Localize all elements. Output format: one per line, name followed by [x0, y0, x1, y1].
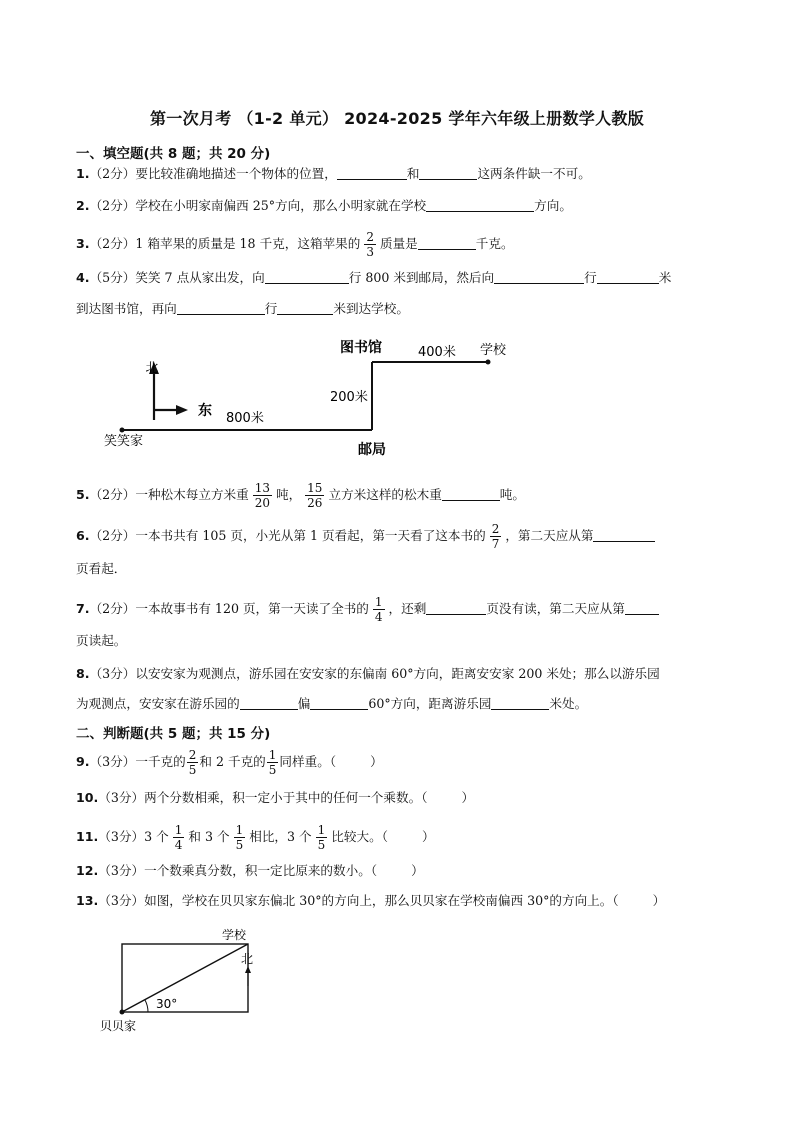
question-text: 吨。 [499, 487, 525, 502]
question-text: 同样重。（ [279, 754, 337, 769]
question-text: ） [411, 863, 424, 878]
question-number: 9. [76, 754, 90, 769]
north-arrowhead [245, 966, 251, 973]
question-text: 3 个 [144, 829, 169, 844]
home-point [120, 1010, 125, 1015]
direction-figure [98, 924, 278, 1040]
question-text: 一本故事书有 120 页，第一天读了全书的 [135, 601, 369, 616]
question-text: 质量是 [379, 236, 418, 251]
question-number: 2. [76, 198, 90, 213]
question-number: 1. [76, 166, 90, 181]
question-points: （3分） [98, 790, 145, 805]
question-number: 8. [76, 666, 90, 681]
answer-blank[interactable] [418, 235, 476, 250]
question-text: 页看起． [76, 561, 127, 576]
question-7-line-2 [76, 631, 126, 651]
question-text: 相比，3 个 [249, 829, 312, 844]
question-10 [76, 788, 474, 808]
question-text: 这两条件缺一不可。 [477, 166, 591, 181]
question-text: 为观测点，安安家在游乐园的 [76, 696, 240, 711]
answer-blank[interactable] [337, 165, 407, 180]
question-9 [76, 748, 383, 777]
question-points: （2分） [89, 198, 136, 213]
answer-blank[interactable] [277, 300, 333, 315]
north-label: 北 [241, 952, 254, 966]
question-text: 一本书共有 105 页，小光从第 1 页看起，第一天看了这本书的 [135, 528, 486, 543]
question-points: （3分） [89, 754, 136, 769]
fraction: $\frac{1}{4}$ [374, 595, 383, 624]
question-text: 笑笑 7 点从家出发，向 [135, 270, 265, 285]
fraction: $\frac{1}{5}$ [268, 748, 277, 777]
question-text: 方向。 [534, 198, 572, 213]
question-text: 和 3 个 [188, 829, 230, 844]
fraction: $\frac{2}{7}$ [491, 522, 500, 551]
question-points: （2分） [89, 236, 136, 251]
question-text: 如图，学校在贝贝家东偏北 30°的方向上，那么贝贝家在学校南偏西 30°的方向上。（ [144, 893, 619, 908]
question-number: 10. [76, 790, 99, 805]
answer-blank[interactable] [426, 600, 486, 615]
question-points: （5分） [89, 270, 136, 285]
school-label: 学校 [222, 928, 247, 942]
fraction: $\frac{1}{5}$ [235, 823, 244, 852]
fraction: $\frac{1}{4}$ [174, 823, 183, 852]
question-points: （3分） [98, 863, 145, 878]
question-points: （3分） [89, 666, 136, 681]
fraction: $\frac{15}{26}$ [307, 481, 323, 510]
question-text: 比较大。（ [331, 829, 388, 844]
question-text: 米 [658, 270, 672, 285]
question-text: 和 [406, 166, 420, 181]
question-text: 一千克的 [135, 754, 186, 769]
question-text: 页没有读，第二天应从第 [486, 601, 625, 616]
school-point [486, 360, 491, 365]
question-number: 5. [76, 487, 90, 502]
question-text: 米到达学校。 [333, 301, 409, 316]
question-text: 到达图书馆，再向 [76, 301, 177, 316]
question-text: 偏 [297, 696, 311, 711]
east-arrowhead [176, 405, 188, 415]
question-text: 米处。 [549, 696, 588, 711]
question-points: （3分） [98, 829, 145, 844]
distance-label-3: 400米 [418, 345, 456, 360]
answer-blank[interactable] [494, 269, 584, 284]
question-text: 页读起。 [76, 633, 127, 648]
answer-blank[interactable] [310, 695, 368, 710]
question-number: 13. [76, 893, 99, 908]
library-label: 图书馆 [340, 340, 382, 356]
question-8-line-2 [76, 694, 587, 714]
home-label: 贝贝家 [100, 1019, 137, 1033]
fraction: $\frac{2}{3}$ [366, 230, 374, 259]
page-title: 第一次月考 （1-2 单元） 2024-2025 学年六年级上册数学人教版 [150, 109, 644, 128]
route-map-figure [96, 332, 526, 462]
question-2 [76, 196, 572, 216]
answer-blank[interactable] [625, 600, 659, 615]
question-number: 3. [76, 236, 90, 251]
answer-blank[interactable] [240, 695, 298, 710]
question-text: ） [652, 893, 666, 908]
question-number: 11. [76, 829, 99, 844]
question-text: 行 [264, 301, 278, 316]
question-6 [76, 522, 655, 551]
question-text: 一种松木每立方米重 [135, 487, 249, 502]
section-true-false: 二、判断题(共 5 题；共 15 分) [76, 726, 271, 742]
question-text: ） [461, 790, 475, 805]
answer-blank[interactable] [442, 486, 500, 501]
question-4 [76, 268, 671, 288]
question-number: 12. [76, 863, 99, 878]
question-4-line-2 [76, 299, 409, 319]
question-text: 60°方向，距离游乐园 [368, 696, 492, 711]
question-text: ） [370, 754, 383, 769]
question-text: 要比较准确地描述一个物体的位置， [135, 166, 337, 181]
question-points: （2分） [89, 487, 136, 502]
answer-blank[interactable] [265, 269, 349, 284]
question-points: （2分） [89, 528, 136, 543]
question-8 [76, 664, 660, 684]
question-text: 千克。 [475, 236, 514, 251]
post-office-label: 邮局 [358, 442, 386, 458]
question-1 [76, 164, 591, 184]
fraction: $\frac{1}{5}$ [317, 823, 326, 852]
question-text: 学校在小明家南偏西 25°方向，那么小明家就在学校 [135, 198, 427, 213]
question-text: 吨， [275, 487, 302, 502]
question-points: （2分） [89, 166, 136, 181]
question-number: 6. [76, 528, 90, 543]
fraction: $\frac{13}{20}$ [254, 481, 270, 510]
question-text: 一个数乘真分数，积一定比原来的数小。（ [144, 863, 378, 878]
answer-blank[interactable] [597, 269, 659, 284]
question-number: 4. [76, 270, 90, 285]
question-7 [76, 595, 659, 624]
question-3 [76, 230, 514, 259]
north-label: 北 [145, 361, 159, 376]
east-label: 东 [198, 403, 212, 419]
angle-label: 30° [156, 997, 178, 1011]
diagonal-line [122, 944, 248, 1012]
answer-blank[interactable] [491, 695, 549, 710]
question-text: 行 [584, 270, 597, 285]
school-label: 学校 [480, 343, 507, 358]
question-text: ） [421, 829, 435, 844]
question-text: 两个分数相乘，积一定小于其中的任何一个乘数。（ [144, 790, 428, 805]
question-text: 以安安家为观测点，游乐园在安安家的东偏南 60°方向，距离安安家 200 米处；那么以游乐园 [135, 666, 660, 681]
answer-blank[interactable] [177, 300, 265, 315]
question-points: （3分） [98, 893, 145, 908]
distance-label-2: 200米 [330, 390, 368, 405]
question-text: 行 800 米到邮局，然后向 [348, 270, 495, 285]
question-13 [76, 891, 665, 911]
question-text: ，还剩 [388, 601, 427, 616]
question-6-line-2 [76, 559, 126, 579]
distance-label-1: 800米 [226, 411, 264, 426]
question-12 [76, 861, 424, 881]
question-text: 1 箱苹果的质量是 18 千克，这箱苹果的 [135, 236, 361, 251]
fraction: $\frac{2}{5}$ [188, 748, 197, 777]
question-11 [76, 823, 435, 852]
home-label: 笑笑家 [104, 434, 144, 449]
question-text: 立方米这样的松木重 [328, 487, 442, 502]
question-5 [76, 481, 525, 510]
question-points: （2分） [89, 601, 136, 616]
question-number: 7. [76, 601, 90, 616]
answer-blank[interactable] [426, 197, 534, 212]
section-fill-in: 一、填空题(共 8 题；共 20 分) [76, 146, 271, 162]
angle-arc [145, 1000, 148, 1012]
question-text: 和 2 千克的 [199, 754, 266, 769]
question-text: ，第二天应从第 [505, 528, 594, 543]
answer-blank[interactable] [593, 527, 655, 542]
answer-blank[interactable] [419, 165, 477, 180]
